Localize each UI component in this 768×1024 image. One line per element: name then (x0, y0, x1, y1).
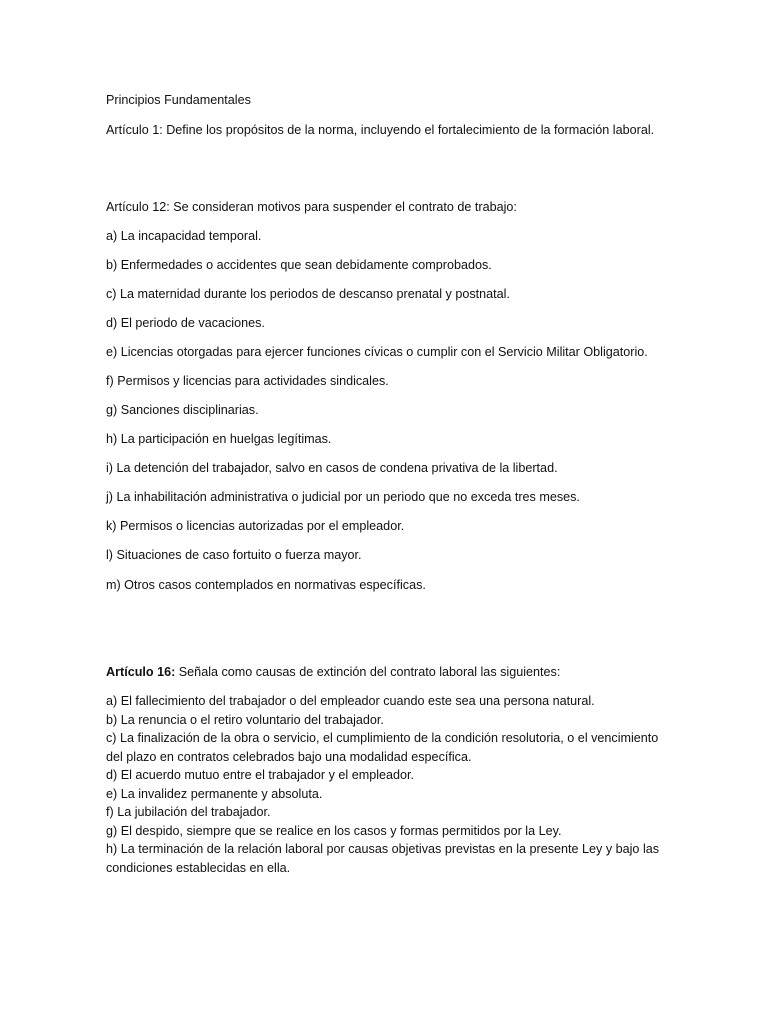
article-12-item-k: k) Permisos o licencias autorizadas por el empleador. (106, 519, 405, 533)
article-16-list (106, 692, 666, 877)
article-12-item-l: l) Situaciones de caso fortuito o fuerza mayor. (106, 548, 362, 562)
article-16-item-a: a) El fallecimiento del trabajador o del empleador cuando este sea una persona natural. (106, 694, 595, 708)
article-16-item-b: b) La renuncia o el retiro voluntario del trabajador. (106, 712, 384, 727)
article-12-item-d: d) El periodo de vacaciones. (106, 316, 265, 330)
article-1: Artículo 1: Define los propósitos de la norma, incluyendo el fortalecimiento de la formación laboral. (106, 123, 655, 137)
article-16-item-d: d) El acuerdo mutuo entre el trabajador y el empleador. (106, 768, 415, 782)
article-16-intro-text: Señala como causas de extinción del contrato laboral las siguientes: (175, 665, 561, 679)
article-12-item-j: j) La inhabilitación administrativa o judicial por un periodo que no exceda tres meses. (106, 490, 580, 504)
article-12-item-m: m) Otros casos contemplados en normativas específicas. (106, 578, 426, 592)
article-16-item-g: g) El despido, siempre que se realice en los casos y formas permitidos por la Ley. (106, 823, 562, 838)
article-12-item-c: c) La maternidad durante los periodos de descanso prenatal y postnatal. (106, 287, 510, 301)
article-16-label: Artículo 16: (106, 665, 176, 679)
article-12-item-f: f) Permisos y licencias para actividades sindicales. (106, 374, 389, 388)
article-16-item-h: h) La terminación de la relación laboral por causas objetivas previstas en la presente Ley y bajo las condiciones establecidas en ella. (106, 842, 660, 875)
article-16-item-f: f) La jubilación del trabajador. (106, 805, 271, 819)
article-16-item-e: e) La invalidez permanente y absoluta. (106, 786, 323, 801)
article-12-item-g: g) Sanciones disciplinarias. (106, 403, 259, 417)
article-12-item-e: e) Licencias otorgadas para ejercer funciones cívicas o cumplir con el Servicio Militar Obligatorio. (106, 345, 648, 359)
article-16-item-c: c) La finalización de la obra o servicio, el cumplimiento de la condición resolutoria, o el vencimiento del plazo en contratos celebrados bajo una modalidad específica. (106, 731, 659, 764)
article-12-item-a: a) La incapacidad temporal. (106, 229, 262, 243)
article-16-intro (106, 663, 666, 682)
article-12-item-h: h) La participación en huelgas legítimas. (106, 432, 332, 446)
section-heading: Principios Fundamentales (106, 93, 251, 107)
article-12-item-b: b) Enfermedades o accidentes que sean debidamente comprobados. (106, 258, 492, 272)
article-12-intro: Artículo 12: Se consideran motivos para suspender el contrato de trabajo: (106, 200, 517, 214)
article-12-item-i: i) La detención del trabajador, salvo en casos de condena privativa de la libertad. (106, 461, 558, 475)
